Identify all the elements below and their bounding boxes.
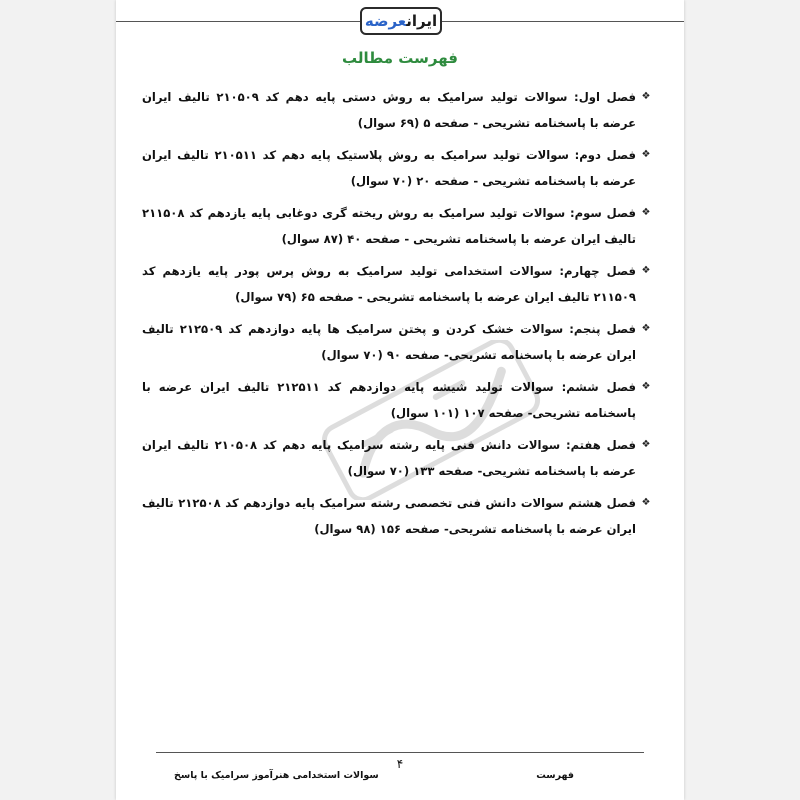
diamond-bullet-icon: ❖ bbox=[641, 439, 651, 450]
toc-item-5 bbox=[142, 316, 652, 374]
toc-item-text: فصل دوم: سوالات تولید سرامیک به روش پلاستیک پایه دهم کد ۲۱۰۵۱۱ تالیف ایران عرضه با پاسخنامه تشریحی - صفحه ۲۰ (۷۰ سوال) bbox=[142, 148, 636, 188]
toc-item-text: فصل سوم: سوالات تولید سرامیک به روش ریخته گری دوغابی پایه یازدهم کد ۲۱۱۵۰۸ تالیف ایران عرضه با پاسخنامه تشریحی - صفحه ۴۰ (۸۷ سوال) bbox=[142, 206, 636, 246]
toc-item-text: فصل هفتم: سوالات دانش فنی پایه رشته سرامیک پایه دهم کد ۲۱۰۵۰۸ تالیف ایران عرضه با پاسخنامه تشریحی- صفحه ۱۳۳ (۷۰ سوال) bbox=[142, 438, 636, 478]
toc-item-text: فصل چهارم: سوالات استخدامی تولید سرامیک به روش پرس پودر پایه یازدهم کد ۲۱۱۵۰۹ تالیف ایران عرضه با پاسخنامه تشریحی - صفحه ۶۵ (۷۹ سوال) bbox=[142, 264, 636, 304]
toc-item-4 bbox=[142, 258, 652, 316]
publisher-logo bbox=[360, 7, 442, 35]
logo-part1: ایران bbox=[406, 12, 438, 30]
header-rule-right bbox=[442, 21, 684, 22]
diamond-bullet-icon: ❖ bbox=[641, 323, 651, 334]
toc-item-2 bbox=[142, 142, 652, 200]
diamond-bullet-icon: ❖ bbox=[641, 207, 651, 218]
toc-item-text: فصل اول: سوالات تولید سرامیک به روش دستی پایه دهم کد ۲۱۰۵۰۹ تالیف ایران عرضه با پاسخنامه تشریحی - صفحه ۵ (۶۹ سوال) bbox=[142, 90, 636, 130]
toc-item-1 bbox=[142, 84, 652, 142]
toc-item-text: فصل پنجم: سوالات خشک کردن و پختن سرامیک ها پایه دوازدهم کد ۲۱۲۵۰۹ تالیف ایران عرضه با پاسخنامه تشریحی- صفحه ۹۰ (۷۰ سوال) bbox=[142, 322, 637, 362]
toc-item-7 bbox=[142, 432, 652, 490]
diamond-bullet-icon: ❖ bbox=[641, 381, 651, 392]
logo-text bbox=[365, 12, 437, 30]
toc-item-6 bbox=[142, 374, 652, 432]
footer-section-name: فهرست bbox=[536, 770, 574, 781]
toc-title: فهرست مطالب bbox=[342, 49, 458, 67]
diamond-bullet-icon: ❖ bbox=[641, 497, 651, 508]
diamond-bullet-icon: ❖ bbox=[641, 149, 651, 160]
header-rule-left bbox=[116, 21, 360, 22]
toc-item-3 bbox=[142, 200, 652, 258]
diamond-bullet-icon: ❖ bbox=[641, 265, 651, 276]
page-number: ۴ bbox=[396, 757, 404, 771]
toc-item-text: فصل هشتم سوالات دانش فنی تخصصی رشته سرامیک پایه دوازدهم کد ۲۱۲۵۰۸ تالیف ایران عرضه با پاسخنامه تشریحی- صفحه ۱۵۶ (۹۸ سوال) bbox=[142, 496, 636, 536]
footer-book-title: سوالات استخدامی هنرآموز سرامیک با پاسخ bbox=[174, 770, 379, 781]
document-page bbox=[116, 0, 684, 800]
toc-list bbox=[142, 84, 652, 548]
diamond-bullet-icon: ❖ bbox=[641, 91, 651, 102]
toc-item-text: فصل ششم: سوالات تولید شیشه پایه دوازدهم کد ۲۱۲۵۱۱ تالیف ایران عرضه با پاسخنامه تشریحی- صفحه ۱۰۷ (۱۰۱ سوال) bbox=[142, 380, 636, 420]
footer-rule bbox=[156, 752, 644, 753]
logo-part2: عرضه bbox=[364, 12, 407, 30]
toc-item-8 bbox=[142, 490, 652, 548]
